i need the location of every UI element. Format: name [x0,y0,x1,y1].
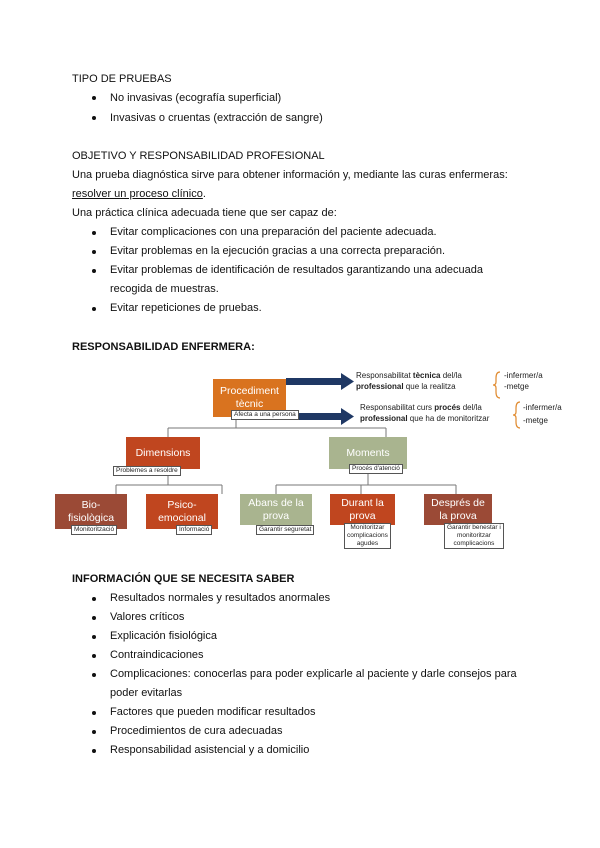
list-item: Evitar repeticiones de pruebas. [110,302,262,314]
resp-text: Responsabilitat curs [360,403,435,412]
resp-role: -infermer/a [504,371,543,380]
tag-garantir-benestar: Garantir benestar i monitoritzar complicacions [444,523,504,549]
bullet [92,269,96,273]
list-item-continuation: recogida de muestras. [110,283,219,295]
resp-text: del/la [460,403,482,412]
tag-proces: Procés d'atenció [349,464,403,474]
bullet [92,96,96,100]
list-item: No invasivas (ecografía superficial) [110,92,282,104]
tag-monitoritzar-complicacions: Monitoritzar complicacions agudes [344,523,391,549]
list-item: Evitar problemas en la ejecución gracias a una correcta preparación. [110,245,446,257]
node-label: Moments [346,446,390,459]
bullet [92,749,96,753]
bullet [92,250,96,254]
resp-bold: professional [360,414,408,423]
period: . [202,188,206,200]
node-despres [424,494,492,525]
tag-problemes: Problemes a resoldre [113,466,181,476]
node-label: Durant la prova [341,496,384,522]
resp-bold: procés [434,403,461,412]
list-item: Contraindicaciones [110,649,204,661]
node-label: Abans de la prova [248,496,304,522]
node-dimensions [126,437,200,469]
bullet [92,597,96,601]
tag-informacio: Informació [176,525,212,535]
list-item: Responsabilidad asistencial y a domicilio [110,744,310,756]
tag-afecta: Afecta a una persona [231,410,299,420]
resp-proces [360,402,512,424]
list-item: Factores que pueden modificar resultados [110,706,316,718]
node-abans [240,494,312,525]
resp-role: -metge [523,416,548,425]
list-item-continuation: poder evitarlas [110,687,183,699]
bullet [92,616,96,620]
node-psico [146,494,218,529]
node-label: Després de la prova [431,496,485,522]
underlined-text: resolver un proceso clínico [72,188,203,200]
list-item: Evitar problemas de identificación de resultados garantizando una adecuada [110,264,484,276]
node-bio [55,494,127,529]
resp-role: -metge [504,382,529,391]
bullet [92,231,96,235]
node-label: Bio- fisiològica [67,498,115,524]
bullet [92,116,96,120]
resp-text: que ha de monitoritzar [407,414,490,423]
node-label: Psico- emocional [158,498,206,524]
heading-objetivo: OBJETIVO Y RESPONSABILIDAD PROFESIONAL [72,150,325,162]
list-item: Evitar complicaciones con una preparación del paciente adecuada. [110,226,437,238]
bullet [92,307,96,311]
bullet [92,673,96,677]
resp-text: que la realitza [403,382,456,391]
resp-tecnica [356,370,496,392]
bullet [92,654,96,658]
list-item: Complicaciones: conocerlas para poder explicarle al paciente y darle consejos para [110,668,517,680]
resp-bold: tècnica [412,371,441,380]
paragraph-line [72,187,206,201]
node-durant [330,494,395,525]
list-item: Resultados normales y resultados anormales [110,592,331,604]
bullet [92,635,96,639]
heading-informacion: INFORMACIÓN QUE SE NECESITA SABER [72,573,295,585]
responsibility-diagram [67,362,572,557]
resp-role: -infermer/a [523,403,562,412]
heading-tipos: TIPO DE PRUEBAS [72,73,172,85]
paragraph-line: Una práctica clínica adecuada tiene que ser capaz de: [72,207,337,219]
tag-garantir-seguretat: Garantir seguretat [256,525,314,535]
resp-text: Responsabilitat [356,371,413,380]
list-item: Procedimientos de cura adecuadas [110,725,283,737]
paragraph-line: Una prueba diagnóstica sirve para obtener información y, mediante las curas enfermeras: [72,169,508,181]
bullet [92,711,96,715]
node-label: Procediment tècnic [220,385,279,410]
node-label: Dimensions [135,446,191,459]
tag-monitoritzacio: Monitorització [71,525,117,535]
bullet [92,730,96,734]
resp-text: del/la [440,371,462,380]
list-item: Valores críticos [110,611,185,623]
resp-bold: professional [356,382,404,391]
list-item: Explicación fisiológica [110,630,217,642]
heading-responsabilidad: RESPONSABILIDAD ENFERMERA: [72,341,255,353]
list-item: Invasivas o cruentas (extracción de sangre) [110,112,323,124]
